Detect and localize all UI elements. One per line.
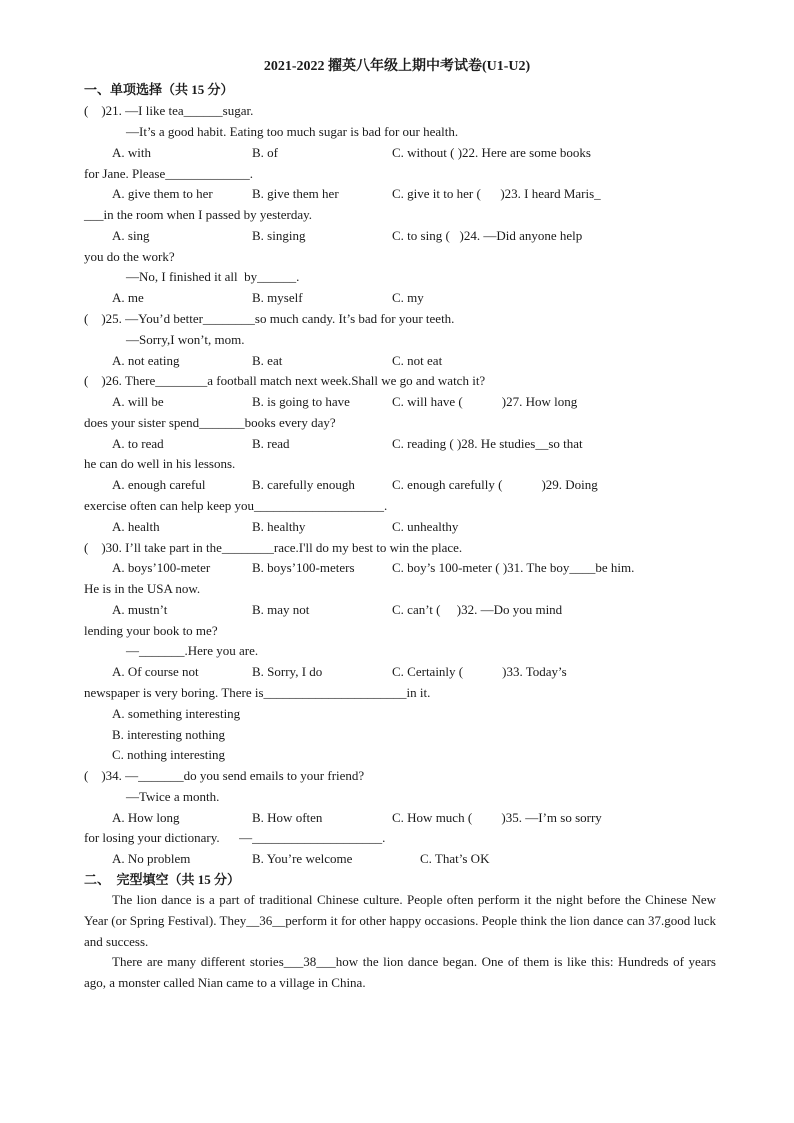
option-c: C. my <box>392 290 424 305</box>
cloze-paragraph-1: The lion dance is a part of traditional Chinese culture. People often perform it the night before the Chinese New Year (or Spring Festival). They__36__perform it for other happy occasions. People think the lion dance can 37.good luck and success. <box>84 892 716 949</box>
option-a: A. Of course not <box>112 664 199 679</box>
question-26: ( )26. There________a football match next week.Shall we go and watch it? <box>84 373 486 388</box>
question-33-cont: newspaper is very boring. There is______________________in it. <box>84 685 431 700</box>
question-32-reply: —_______.Here you are. <box>126 643 259 658</box>
option-b: B. singing <box>252 228 306 243</box>
question-24-cont: you do the work? <box>84 249 175 264</box>
question-21-reply: —It’s a good habit. Eating too much sugar is bad for our health. <box>126 124 459 139</box>
question-30: ( )30. I’ll take part in the________race.I'll do my best to win the place. <box>84 540 463 555</box>
option-b: B. myself <box>252 290 303 305</box>
question-28-cont: he can do well in his lessons. <box>84 456 236 471</box>
question-22-cont: for Jane. Please_____________. <box>84 166 253 181</box>
question-25: ( )25. —You’d better________so much candy. It’s bad for your teeth. <box>84 311 455 326</box>
option-a: A. How long <box>112 810 180 825</box>
question-27-cont: does your sister spend_______books every day? <box>84 415 336 430</box>
question-29-cont: exercise often can help keep you____________________. <box>84 498 388 513</box>
option-b: B. How often <box>252 810 323 825</box>
option-c: C. reading ( )28. He studies__so that <box>392 436 583 451</box>
option-a: A. to read <box>112 436 164 451</box>
option-b: B. carefully enough <box>252 477 355 492</box>
question-21: ( )21. —I like tea______sugar. <box>84 103 254 118</box>
option-a: A. me <box>112 290 144 305</box>
option-c: C. That’s OK <box>420 851 490 866</box>
section-2-heading: 二、 完型填空（共 15 分） <box>84 872 241 887</box>
option-b: B. Sorry, I do <box>252 664 323 679</box>
option-a: A. health <box>112 519 160 534</box>
option-c: C. will have ( )27. How long <box>392 394 578 409</box>
question-32-cont: lending your book to me? <box>84 623 218 638</box>
option-a: A. will be <box>112 394 164 409</box>
option-b: B. of <box>252 145 278 160</box>
option-c: C. nothing interesting <box>112 747 226 762</box>
option-c: C. enough carefully ( )29. Doing <box>392 477 598 492</box>
question-34-reply: —Twice a month. <box>126 789 220 804</box>
option-a: A. not eating <box>112 353 180 368</box>
question-31-cont: He is in the USA now. <box>84 581 201 596</box>
option-a: A. give them to her <box>112 186 213 201</box>
option-c: C. not eat <box>392 353 443 368</box>
option-c: C. Certainly ( )33. Today’s <box>392 664 567 679</box>
option-b: B. read <box>252 436 290 451</box>
option-b: B. boys’100-meters <box>252 560 355 575</box>
question-35-cont: for losing your dictionary. —____________________. <box>84 830 386 845</box>
question-34: ( )34. —_______do you send emails to your friend? <box>84 768 365 783</box>
option-b: B. You’re welcome <box>252 851 353 866</box>
option-a: A. with <box>112 145 151 160</box>
option-c: C. give it to her ( )23. I heard Maris_ <box>392 186 601 201</box>
option-a: A. boys’100-meter <box>112 560 211 575</box>
option-c: C. can’t ( )32. —Do you mind <box>392 602 563 617</box>
option-a: A. sing <box>112 228 150 243</box>
option-b: B. is going to have <box>252 394 350 409</box>
option-b: B. may not <box>252 602 310 617</box>
option-c: C. unhealthy <box>392 519 459 534</box>
question-25-reply: —Sorry,I won’t, mom. <box>126 332 245 347</box>
option-c: C. How much ( )35. —I’m so sorry <box>392 810 602 825</box>
option-a: A. mustn’t <box>112 602 168 617</box>
option-c: C. without ( )22. Here are some books <box>392 145 591 160</box>
question-23-cont: ___in the room when I passed by yesterday. <box>84 207 313 222</box>
option-a: A. No problem <box>112 851 191 866</box>
option-b: B. healthy <box>252 519 306 534</box>
option-b: B. give them her <box>252 186 339 201</box>
exam-title: 2021-2022 擢英八年级上期中考试卷(U1-U2) <box>263 59 531 74</box>
option-a: A. enough careful <box>112 477 206 492</box>
option-b: B. interesting nothing <box>112 727 226 742</box>
option-b: B. eat <box>252 353 283 368</box>
option-a: A. something interesting <box>112 706 241 721</box>
question-24-reply: —No, I finished it all by______. <box>126 269 300 284</box>
section-1-heading: 一、单项选择（共 15 分） <box>84 82 234 97</box>
cloze-paragraph-2: There are many different stories___38___how the lion dance began. One of them is like this: Hundreds of years ago, a monster called Nian came to a village in China. <box>84 954 716 990</box>
option-c: C. boy’s 100-meter ( )31. The boy____be him. <box>392 560 635 575</box>
option-c: C. to sing ( )24. —Did anyone help <box>392 228 583 243</box>
